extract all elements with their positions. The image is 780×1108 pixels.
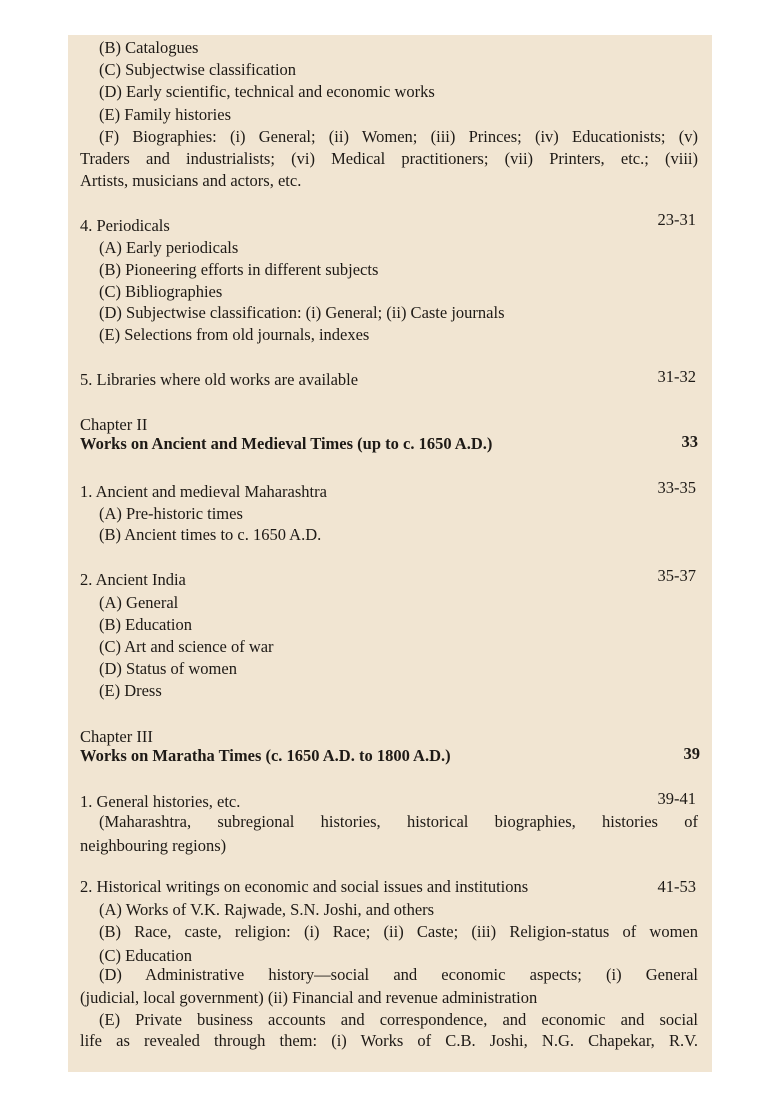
chapter-title: Works on Maratha Times (c. 1650 A.D. to 1800 A.D.) <box>80 746 451 765</box>
chapter-title: Works on Ancient and Medieval Times (up to c. 1650 A.D.) <box>80 434 493 453</box>
page-range: 39 <box>683 744 700 763</box>
toc-line: (judicial, local government) (ii) Financial and revenue administration <box>80 988 538 1007</box>
toc-line: (Maharashtra, subregional histories, historical biographies, histories of <box>99 812 698 831</box>
toc-line: (F) Biographies: (i) General; (ii) Women; (iii) Princes; (iv) Educationists; (v) <box>99 127 698 146</box>
page-range: 39-41 <box>657 789 696 808</box>
toc-line: (D) Status of women <box>99 659 237 678</box>
toc-line: (A) Pre-historic times <box>99 504 243 523</box>
page-range: 35-37 <box>657 566 696 585</box>
toc-line: Artists, musicians and actors, etc. <box>80 171 302 190</box>
toc-line: (C) Education <box>99 946 193 965</box>
page-range: 31-32 <box>657 367 696 386</box>
toc-line: (D) Administrative history—social and economic aspects; (i) General <box>99 965 698 984</box>
toc-line: (E) Dress <box>99 681 162 700</box>
toc-line: (D) Early scientific, technical and economic works <box>99 82 435 101</box>
section-heading: 2. Ancient India <box>80 570 186 589</box>
toc-line: Traders and industrialists; (vi) Medical practitioners; (vii) Printers, etc.; (viii) <box>80 149 698 168</box>
toc-line: life as revealed through them: (i) Works of C.B. Joshi, N.G. Chapekar, R.V. <box>80 1031 698 1050</box>
section-heading: 2. Historical writings on economic and social issues and institutions <box>80 877 529 896</box>
toc-line: (E) Family histories <box>99 105 231 124</box>
toc-line: (B) Pioneering efforts in different subjects <box>99 260 379 279</box>
toc-line: (C) Bibliographies <box>99 282 223 301</box>
section-heading: 1. Ancient and medieval Maharashtra <box>80 482 327 501</box>
section-heading: 5. Libraries where old works are available <box>80 370 359 389</box>
toc-line: (B) Ancient times to c. 1650 A.D. <box>99 525 322 544</box>
section-heading: 1. General histories, etc. <box>80 792 241 811</box>
toc-line: (B) Race, caste, religion: (i) Race; (ii) Caste; (iii) Religion-status of women <box>99 922 698 941</box>
section-heading: 4. Periodicals <box>80 216 170 235</box>
toc-line: (B) Education <box>99 615 193 634</box>
chapter-label: Chapter III <box>80 727 153 746</box>
toc-line: (A) General <box>99 593 179 612</box>
toc-line: (C) Subjectwise classification <box>99 60 297 79</box>
page-range: 33-35 <box>657 478 696 497</box>
page-range: 41-53 <box>657 877 696 896</box>
toc-line: neighbouring regions) <box>80 836 227 855</box>
toc-line: (D) Subjectwise classification: (i) General; (ii) Caste journals <box>99 303 505 322</box>
toc-line: (C) Art and science of war <box>99 637 274 656</box>
toc-line: (A) Works of V.K. Rajwade, S.N. Joshi, and others <box>99 900 435 919</box>
toc-line: (E) Private business accounts and correspondence, and economic and social <box>99 1010 698 1029</box>
toc-line: (B) Catalogues <box>99 38 199 57</box>
page-range: 23-31 <box>657 210 696 229</box>
page-range: 33 <box>681 432 698 451</box>
toc-line: (A) Early periodicals <box>99 238 239 257</box>
chapter-label: Chapter II <box>80 415 148 434</box>
toc-line: (E) Selections from old journals, indexes <box>99 325 370 344</box>
